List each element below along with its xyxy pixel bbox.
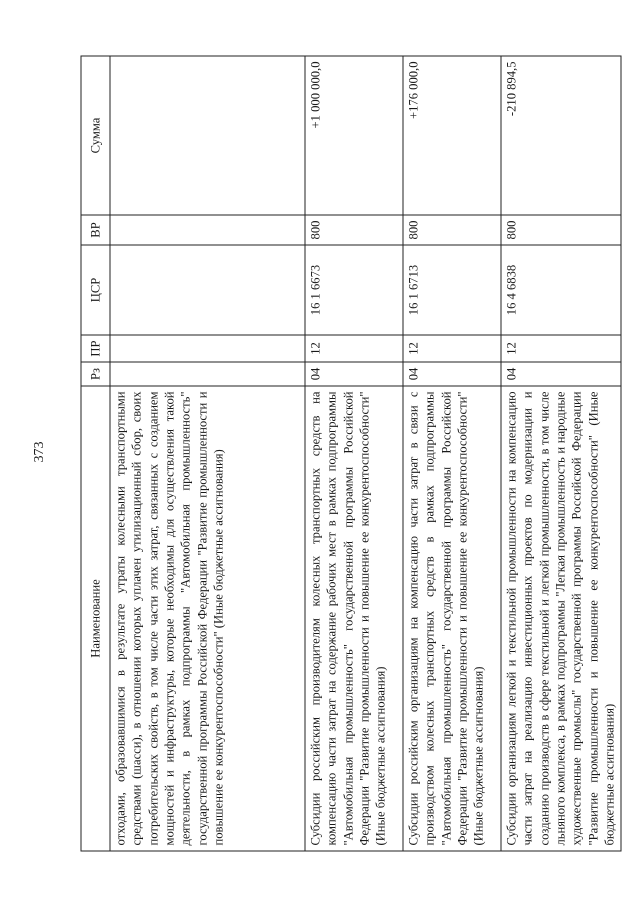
row-vr: 800 (403, 215, 501, 245)
row-sum: +1 000 000,0 (305, 56, 403, 215)
row-csr: 16 1 6673 (305, 245, 403, 335)
row-sum (110, 56, 305, 215)
row-name: Субсидии российским производителям колесных транспортных средств на компенсацию части затрат на содержание рабочих мест в рамках подпрограммы "Автомобильная промышленность" государственной программы Российской Федерации "Развитие промышленности и повышение ее конкурентоспособности" (Иные бюджетные ассигнования) (305, 386, 403, 851)
table-header-row (81, 56, 110, 851)
table-row (501, 56, 621, 851)
row-csr: 16 4 6838 (501, 245, 621, 335)
row-pr: 12 (305, 335, 403, 362)
row-rz: 04 (501, 362, 621, 386)
table-row (110, 56, 305, 851)
row-vr: 800 (305, 215, 403, 245)
header-sum: Сумма (81, 56, 110, 215)
table-row (403, 56, 501, 851)
row-sum: +176 000,0 (403, 56, 501, 215)
row-rz (110, 362, 305, 386)
row-name: отходами, образовавшимися в результате утраты колесными транспортными средствами (шасси), в отношении которых уплачен утилизационный сбор, своих потребительских свойств, в том числе части этих затрат, связанных с созданием мощностей и инфраструктуры, которые необходимы для осуществления такой деятельности, в рамках подпрограммы "Автомобильная промышленность" государственной программы Российской Федерации "Развитие промышленности и повышение ее конкурентоспособности" (Иные бюджетные ассигнования) (110, 386, 305, 851)
row-vr (110, 215, 305, 245)
row-csr (110, 245, 305, 335)
header-name: Наименование (81, 386, 110, 851)
row-name: Субсидии организациям легкой и текстильной промышленности на компенсацию части затрат на реализацию инвестиционных проектов по модернизации и созданию производств в сфере текстильной и легкой промышленности, в том числе льняного комплекса, в рамках подпрограммы "Легкая промышленность и народные художественные промыслы" государственной программы Российской Федерации "Развитие промышленности и повышение ее конкурентоспособности" (Иные бюджетные ассигнования) (501, 386, 621, 851)
row-pr: 12 (501, 335, 621, 362)
row-csr: 16 1 6713 (403, 245, 501, 335)
page-number: 373 (32, 441, 47, 463)
header-rz: Рз (81, 362, 110, 386)
row-pr (110, 335, 305, 362)
rotated-table-page (81, 57, 626, 852)
header-pr: ПР (81, 335, 110, 362)
header-csr: ЦСР (81, 245, 110, 335)
row-sum: -210 894,5 (501, 56, 621, 215)
header-vr: ВР (81, 215, 110, 245)
budget-table (81, 56, 622, 852)
table-row (305, 56, 403, 851)
row-rz: 04 (403, 362, 501, 386)
row-name: Субсидии российским организациям на компенсацию части затрат в связи с производством колесных транспортных средств в рамках подпрограммы "Автомобильная промышленность" государственной программы Российской Федерации "Развитие промышленности и повышение ее конкурентоспособности" (Иные бюджетные ассигнования) (403, 386, 501, 851)
row-pr: 12 (403, 335, 501, 362)
row-vr: 800 (501, 215, 621, 245)
row-rz: 04 (305, 362, 403, 386)
